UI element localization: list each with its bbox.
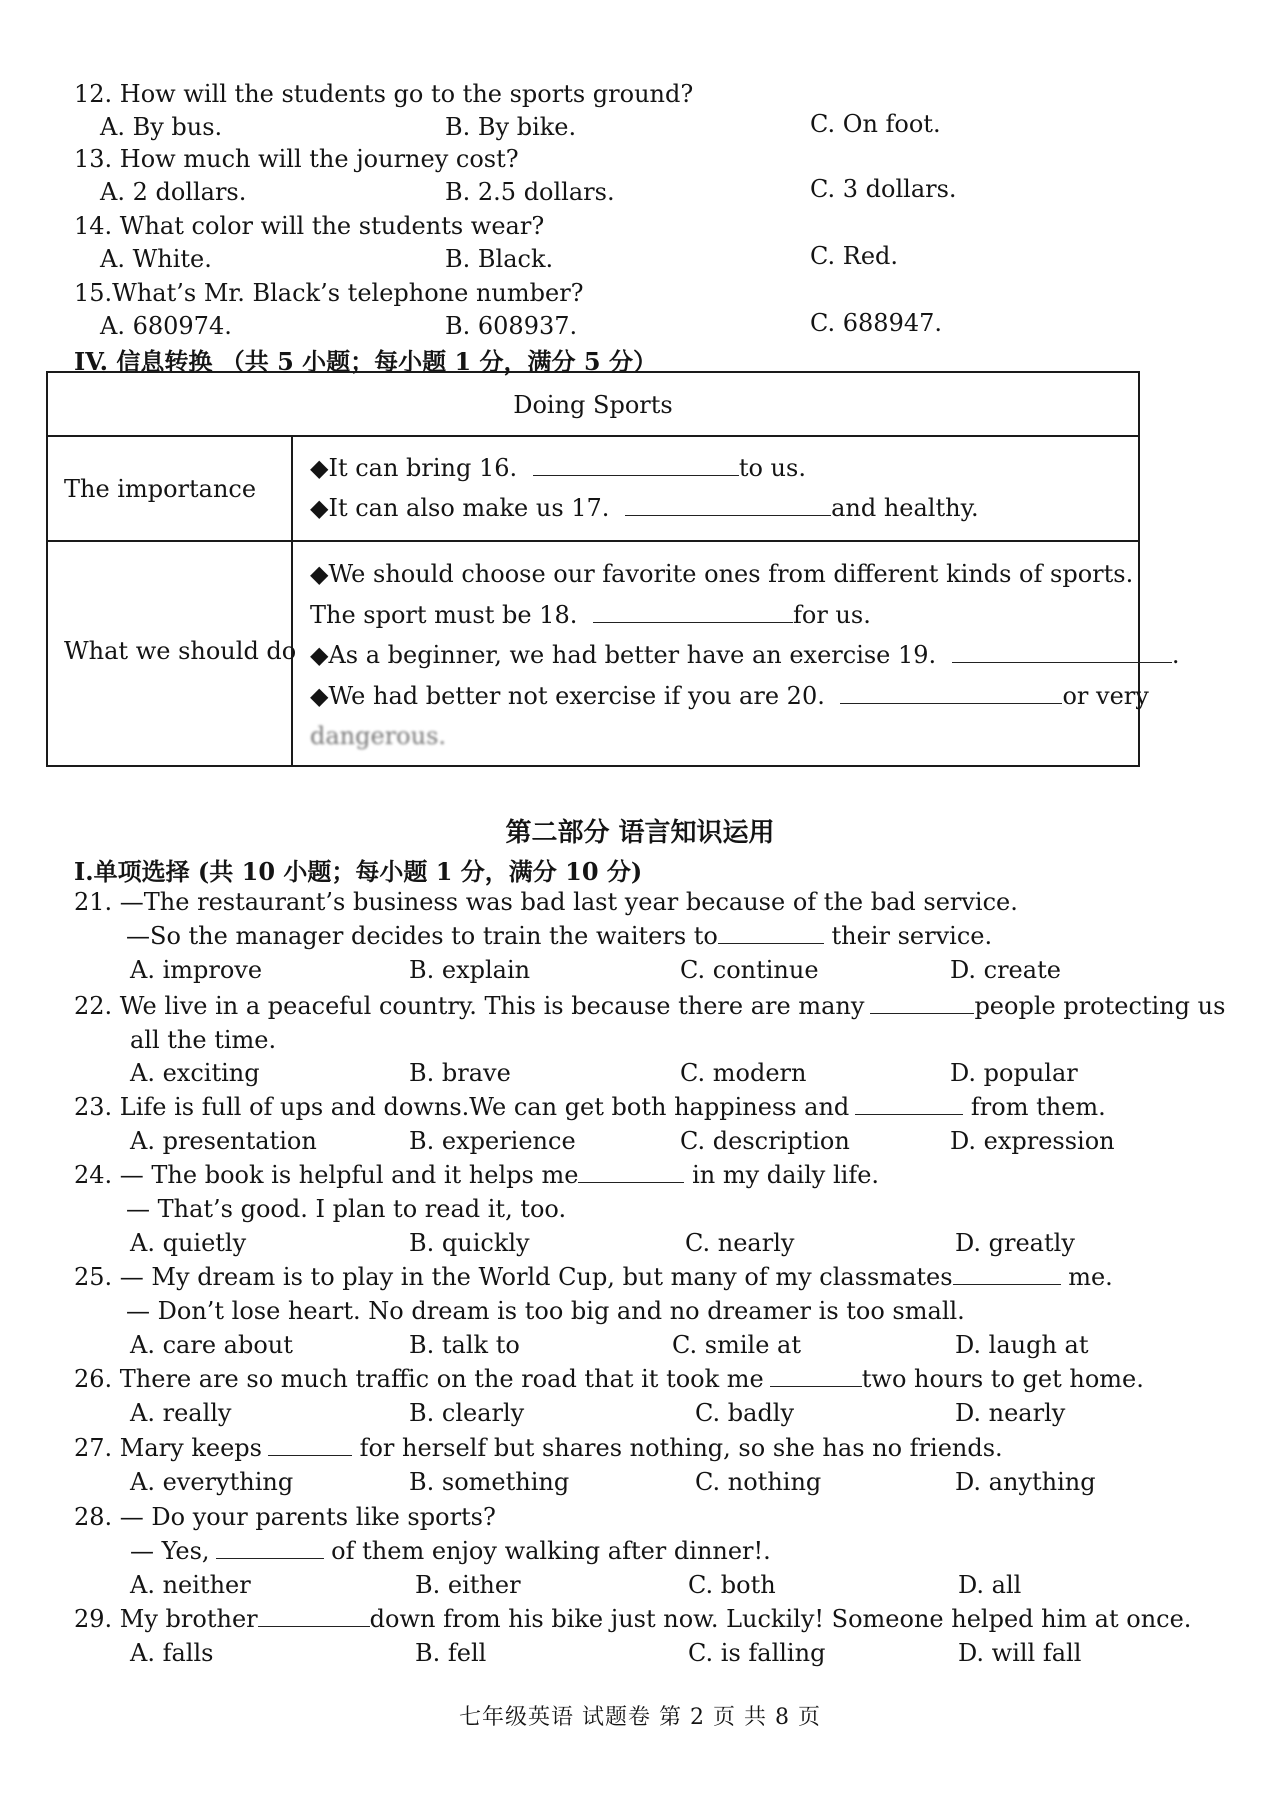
info-transfer-table: [46, 371, 1180, 767]
blank-20-prefix: ◆We had better not exercise if you are 20.: [310, 682, 825, 710]
question-12-option-b: B. By bike.: [445, 113, 577, 141]
question-28-option-c: C. both: [688, 1571, 776, 1599]
question-22-prefix: 22. We live in a peaceful country. This is because there are many: [74, 992, 865, 1020]
blank-20-line: [310, 682, 1149, 710]
question-27-line-1: [74, 1434, 1003, 1462]
question-21-line-1: 21. —The restaurant’s business was bad last year because of the bad service.: [74, 888, 1018, 916]
question-28-line-1: 28. — Do your parents like sports?: [74, 1503, 496, 1531]
question-22-option-c: C. modern: [680, 1059, 807, 1087]
question-13-option-c: C. 3 dollars.: [810, 175, 957, 203]
row-label-what-we-should-do: What we should do: [64, 637, 297, 665]
question-29-prefix: 29. My brother: [74, 1605, 258, 1633]
question-22-line-2: all the time.: [130, 1026, 277, 1054]
question-12-option-c: C. On foot.: [810, 110, 941, 138]
blank-17-line: [310, 494, 979, 522]
question-26-option-a: A. really: [130, 1399, 232, 1427]
question-14-option-c: C. Red.: [810, 242, 899, 270]
question-15-stem: 15.What’s Mr. Black’s telephone number?: [74, 279, 584, 307]
question-28-option-a: A. neither: [130, 1571, 251, 1599]
question-25-blank[interactable]: [953, 1264, 1061, 1285]
blank-19[interactable]: [952, 642, 1172, 663]
page-footer: 七年级英语 试题卷 第 2 页 共 8 页: [459, 1705, 821, 1730]
question-28-prefix: — Yes,: [130, 1537, 210, 1565]
question-23-blank[interactable]: [855, 1094, 963, 1115]
question-24-option-b: B. quickly: [409, 1229, 530, 1257]
question-23-line-1: [74, 1093, 1106, 1121]
question-15-option-b: B. 608937.: [445, 312, 578, 340]
question-24-line-1: [74, 1161, 879, 1189]
question-15-option-c: C. 688947.: [810, 309, 943, 337]
question-22-option-a: A. exciting: [130, 1059, 260, 1087]
blank-16-prefix: ◆It can bring 16.: [310, 454, 518, 482]
question-25-suffix: me.: [1060, 1263, 1113, 1291]
question-24-suffix: in my daily life.: [684, 1161, 880, 1189]
question-27-option-b: B. something: [409, 1468, 570, 1496]
question-25-option-c: C. smile at: [672, 1331, 801, 1359]
blurred-word-line: dangerous.: [310, 722, 447, 750]
question-15-option-a: A. 680974.: [100, 312, 232, 340]
blank-19-prefix: ◆As a beginner, we had better have an exercise 19.: [310, 641, 937, 669]
question-26-prefix: 26. There are so much traffic on the road that it took me: [74, 1365, 764, 1393]
question-21-option-b: B. explain: [409, 956, 531, 984]
question-14-option-b: B. Black.: [445, 245, 554, 273]
blank-20-suffix: or very: [1062, 682, 1149, 710]
question-22-line-1: [74, 992, 1225, 1020]
question-22-blank[interactable]: [870, 993, 974, 1014]
blank-19-suffix: .: [1171, 641, 1180, 669]
question-29-suffix: down from his bike just now. Luckily! Someone helped him at once.: [369, 1605, 1192, 1633]
table-row-what-we-should-do: [48, 542, 1180, 765]
question-21-blank[interactable]: [718, 923, 824, 944]
blank-19-line: [310, 641, 1179, 669]
question-29-line-1: [74, 1605, 1191, 1633]
question-12-stem: 12. How will the students go to the sports ground?: [74, 80, 694, 108]
question-28-option-d: D. all: [958, 1571, 1022, 1599]
table-row-importance: [48, 437, 1138, 542]
question-22-suffix: people protecting us: [974, 992, 1226, 1020]
table-header: Doing Sports: [48, 373, 1138, 437]
question-25-option-a: A. care about: [130, 1331, 293, 1359]
question-21-option-d: D. create: [950, 956, 1061, 984]
question-28-option-b: B. either: [415, 1571, 521, 1599]
question-27-blank[interactable]: [268, 1435, 352, 1456]
question-24-blank[interactable]: [578, 1162, 684, 1183]
question-23-option-b: B. experience: [409, 1127, 576, 1155]
question-24-option-a: A. quietly: [130, 1229, 247, 1257]
question-26-blank[interactable]: [770, 1366, 862, 1387]
blank-16-line: [310, 454, 806, 482]
question-29-option-c: C. is falling: [688, 1639, 826, 1667]
question-25-option-d: D. laugh at: [955, 1331, 1089, 1359]
section-4-title: IV. 信息转换 （共 5 小题；每小题 1 分，满分 5 分）: [74, 347, 657, 376]
question-23-option-c: C. description: [680, 1127, 850, 1155]
question-22-option-d: D. popular: [950, 1059, 1078, 1087]
row-label-importance: The importance: [64, 475, 257, 503]
blank-18-line: [310, 601, 871, 629]
question-29-option-a: A. falls: [130, 1639, 214, 1667]
section-1-title: I.单项选择 (共 10 小题；每小题 1 分，满分 10 分): [74, 857, 643, 886]
question-26-option-b: B. clearly: [409, 1399, 525, 1427]
question-25-line-2: — Don’t lose heart. No dream is too big and no dreamer is too small.: [126, 1297, 965, 1325]
question-23-option-d: D. expression: [950, 1127, 1115, 1155]
question-27-option-d: D. anything: [955, 1468, 1096, 1496]
question-25-prefix: 25. — My dream is to play in the World Cup, but many of my classmates: [74, 1263, 953, 1291]
part-2-title: 第二部分 语言知识运用: [505, 818, 775, 848]
question-26-line-1: [74, 1365, 1144, 1393]
question-14-option-a: A. White.: [100, 245, 212, 273]
question-27-option-a: A. everything: [130, 1468, 294, 1496]
question-27-option-c: C. nothing: [695, 1468, 822, 1496]
question-29-option-b: B. fell: [415, 1639, 487, 1667]
question-28-line-2: [130, 1537, 771, 1565]
question-23-suffix: from them.: [963, 1093, 1106, 1121]
choose-sports-line: ◆We should choose our favorite ones from different kinds of sports.: [310, 560, 1134, 588]
blank-16-suffix: to us.: [738, 454, 806, 482]
blank-17-prefix: ◆It can also make us 17.: [310, 494, 610, 522]
blank-18[interactable]: [593, 602, 793, 623]
question-14-stem: 14. What color will the students wear?: [74, 212, 545, 240]
blank-17-suffix: and healthy.: [831, 494, 979, 522]
question-23-option-a: A. presentation: [130, 1127, 317, 1155]
question-13-option-a: A. 2 dollars.: [100, 178, 247, 206]
question-29-blank[interactable]: [258, 1606, 370, 1627]
question-28-blank[interactable]: [216, 1538, 324, 1559]
question-26-option-c: C. badly: [695, 1399, 795, 1427]
question-21-prefix: —So the manager decides to train the waiters to: [126, 922, 718, 950]
question-24-prefix: 24. — The book is helpful and it helps me: [74, 1161, 579, 1189]
blank-20[interactable]: [840, 683, 1062, 704]
question-24-option-d: D. greatly: [955, 1229, 1075, 1257]
question-27-suffix: for herself but shares nothing, so she has no friends.: [351, 1434, 1003, 1462]
question-23-prefix: 23. Life is full of ups and downs.We can get both happiness and: [74, 1093, 850, 1121]
blank-18-prefix: The sport must be 18.: [310, 601, 578, 629]
question-25-line-1: [74, 1263, 1113, 1291]
question-24-line-2: — That’s good. I plan to read it, too.: [126, 1195, 567, 1223]
question-21-suffix: their service.: [823, 922, 993, 950]
question-13-option-b: B. 2.5 dollars.: [445, 178, 615, 206]
question-26-suffix: two hours to get home.: [861, 1365, 1144, 1393]
question-29-option-d: D. will fall: [958, 1639, 1082, 1667]
question-22-option-b: B. brave: [409, 1059, 511, 1087]
question-21-option-a: A. improve: [130, 956, 263, 984]
question-13-stem: 13. How much will the journey cost?: [74, 145, 519, 173]
question-21-option-c: C. continue: [680, 956, 819, 984]
blank-18-suffix: for us.: [792, 601, 871, 629]
question-21-line-2: [126, 922, 992, 950]
question-12-option-a: A. By bus.: [100, 113, 223, 141]
question-25-option-b: B. talk to: [409, 1331, 520, 1359]
blank-16[interactable]: [533, 455, 739, 476]
question-24-option-c: C. nearly: [685, 1229, 795, 1257]
question-28-suffix: of them enjoy walking after dinner!.: [323, 1537, 771, 1565]
question-27-prefix: 27. Mary keeps: [74, 1434, 262, 1462]
blank-17[interactable]: [625, 495, 831, 516]
question-26-option-d: D. nearly: [955, 1399, 1066, 1427]
